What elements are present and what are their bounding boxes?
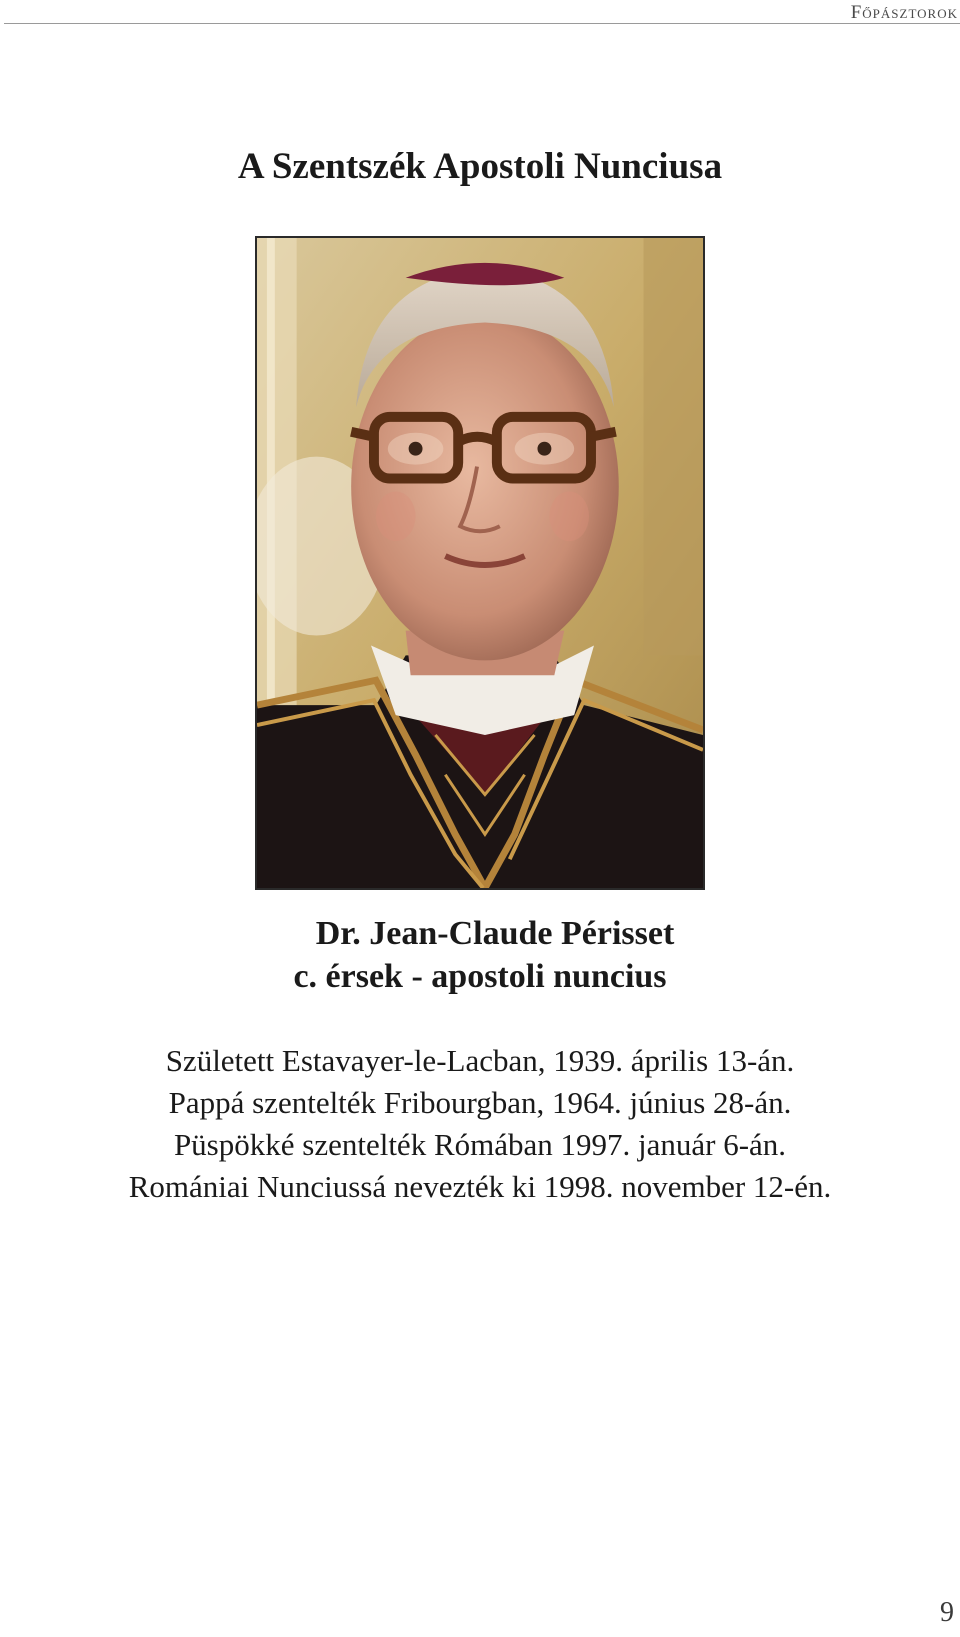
page-title: A Szentszék Apostoli Nunciusa — [237, 146, 723, 187]
portrait-caption — [0, 912, 960, 998]
portrait-photo — [255, 236, 705, 890]
person-name: Dr. Jean-Claude Périsset — [315, 915, 675, 952]
biography — [0, 1040, 960, 1208]
bio-line-bishop-ordination: Püspökké szentelték Rómában 1997. január 6-án. — [173, 1127, 787, 1162]
running-title: Főpásztorok — [850, 2, 958, 23]
portrait-image — [257, 238, 703, 888]
page-number: 9 — [940, 1597, 954, 1628]
header-rule — [4, 23, 960, 24]
bio-line-priest-ordination: Pappá szentelték Fribourgban, 1964. június 28-án. — [168, 1085, 792, 1120]
running-header — [0, 0, 960, 24]
person-title: c. érsek - apostoli nuncius — [293, 958, 667, 995]
bio-line-nuncio-appointment: Romániai Nunciussá nevezték ki 1998. november 12-én. — [128, 1169, 832, 1204]
bio-line-birth: Született Estavayer-le-Lacban, 1939. április 13-án. — [165, 1043, 795, 1078]
